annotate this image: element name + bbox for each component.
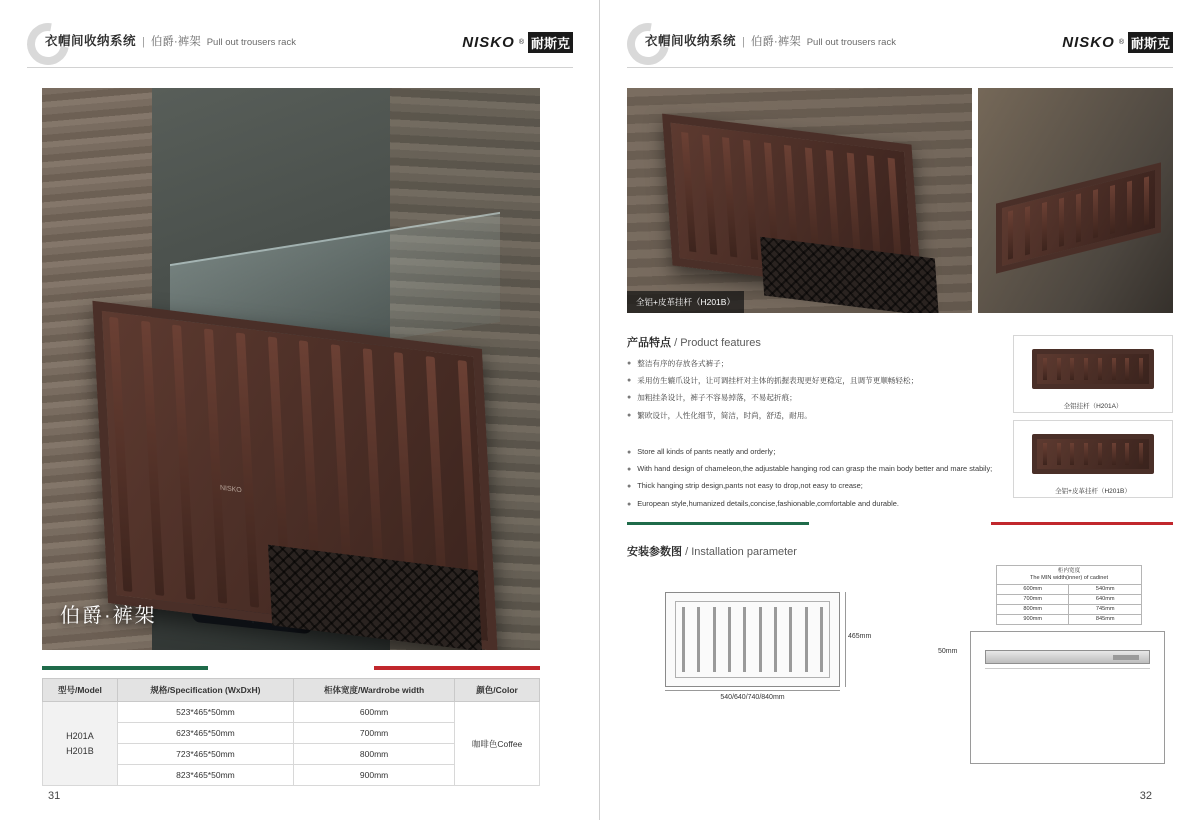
cell-width: 900mm — [294, 765, 455, 786]
header-divider: | — [742, 36, 745, 48]
table-row — [997, 584, 1142, 594]
min-width-table — [996, 565, 1142, 625]
feature-text: With hand design of chameleon,the adjustable hanging rod can grasp the main body better and mare stabily; — [637, 464, 993, 474]
cell-min-width: 540mm — [1069, 584, 1142, 594]
features-title-en: Product features — [680, 337, 761, 349]
dimension-depth-label: 50mm — [938, 648, 958, 655]
page-header-left — [27, 20, 573, 64]
table-row — [997, 604, 1142, 614]
list-item — [627, 499, 1022, 510]
model-code: H201A — [66, 731, 94, 742]
cell-spec: 723*465*50mm — [117, 744, 293, 765]
brand-name: NISKO — [462, 34, 515, 51]
list-item — [627, 410, 987, 421]
header-rule — [627, 67, 1173, 68]
cell-width: 700mm — [294, 723, 455, 744]
brand-reg-mark: ® — [518, 39, 524, 46]
product-photo-side — [978, 88, 1173, 313]
dimension-width-label: 540/640/740/840mm — [720, 694, 785, 701]
variant-thumbnail-a — [1013, 335, 1173, 413]
cell-cabinet-width: 700mm — [997, 594, 1069, 604]
feature-text: Thick hanging strip design,pants not easy to drop,not easy to crease; — [637, 481, 863, 491]
thumbnail-image — [1020, 426, 1166, 482]
features-title — [627, 334, 761, 350]
cell-model — [43, 702, 118, 786]
product-title-en: Pull out trousers rack — [806, 37, 896, 48]
rack-frame — [1032, 434, 1154, 474]
rack-brandmark: NISKO — [219, 484, 242, 495]
table-header-row — [43, 679, 540, 702]
spec-table-wrap — [42, 666, 540, 786]
thumbnail-caption: 全铝+皮革挂杆（H201B） — [1055, 488, 1131, 495]
hero-product-photo — [42, 88, 540, 650]
list-item — [627, 392, 987, 403]
bullet-icon: ● — [627, 466, 632, 474]
list-item — [627, 358, 987, 369]
cell-cabinet-width: 800mm — [997, 604, 1069, 614]
hero-caption: 伯爵·裤架 — [60, 605, 157, 627]
page-number-right: 32 — [1139, 790, 1152, 802]
header-rule — [27, 67, 573, 68]
th-width: 柜体宽度/Wardrobe width — [294, 679, 455, 702]
product-title-cn: 伯爵·裤架 — [150, 36, 201, 48]
rack-bars — [1043, 358, 1143, 380]
install-diagram-top-view — [665, 592, 840, 687]
cell-color: 咖啡色Coffee — [455, 702, 540, 786]
cell-spec: 823*465*50mm — [117, 765, 293, 786]
cell-min-width: 640mm — [1069, 594, 1142, 604]
list-item — [627, 464, 1022, 475]
product-title-cn: 伯爵·裤架 — [750, 36, 801, 48]
dimension-height-label: 465mm — [848, 633, 872, 640]
header-titles — [645, 31, 896, 49]
thumbnail-caption: 全铝挂杆（H201A） — [1063, 403, 1123, 410]
install-diagram-front-view — [970, 631, 1165, 764]
variant-thumbnail-b — [1013, 420, 1173, 498]
cell-min-width: 845mm — [1069, 614, 1142, 624]
table-row — [997, 594, 1142, 604]
bullet-icon: ● — [627, 377, 632, 385]
brand-reg-mark: ® — [1118, 39, 1124, 46]
brand-logo — [1062, 32, 1173, 53]
table-row — [43, 702, 540, 723]
th-color: 颜色/Color — [455, 679, 540, 702]
install-title — [627, 543, 797, 559]
table-header-row — [997, 566, 1142, 585]
th-spec: 规格/Specification (WxDxH) — [117, 679, 293, 702]
feature-text: 繁欧设计，人性化细节，简洁，时尚，舒适，耐用。 — [637, 410, 812, 420]
rack-bars — [1043, 443, 1143, 465]
feature-text: European style,humanized details,concise,fashionable,comfortable and durable. — [637, 498, 899, 508]
diagram-bars — [682, 607, 823, 672]
series-title: 衣帽间收纳系统 — [645, 34, 737, 48]
product-photo-main — [627, 88, 972, 313]
tricolor-rule — [627, 522, 1173, 525]
brand-logo — [462, 32, 573, 53]
model-code: H201B — [66, 745, 94, 756]
cell-cabinet-width: 600mm — [997, 584, 1069, 594]
bullet-icon: ● — [627, 394, 632, 402]
features-list-cn — [627, 358, 987, 427]
list-item — [627, 447, 1022, 458]
min-width-title-en: The MIN width(inner) of cadinet — [1029, 574, 1109, 581]
brand-name-cn: 耐斯克 — [1128, 32, 1173, 53]
list-item — [627, 481, 1022, 492]
brand-name-cn: 耐斯克 — [528, 32, 573, 53]
thumbnail-image — [1020, 341, 1166, 397]
feature-text: 整洁有序的存放各式裤子； — [637, 359, 729, 368]
diagram-cabinet-area — [985, 668, 1150, 753]
min-width-title-cn: 柜内宽度 — [1057, 567, 1081, 574]
features-list-en — [627, 447, 1022, 516]
cell-width: 800mm — [294, 744, 455, 765]
rack-frame — [1032, 349, 1154, 389]
page-number-left: 31 — [48, 790, 61, 802]
min-width-title — [997, 566, 1142, 585]
features-title-sep: / — [674, 337, 678, 349]
tricolor-rule — [42, 666, 540, 670]
features-title-cn: 产品特点 — [627, 337, 671, 349]
cell-width: 600mm — [294, 702, 455, 723]
install-title-cn: 安装参数图 — [627, 546, 682, 558]
dimension-line-horizontal — [665, 690, 840, 691]
header-divider: | — [142, 36, 145, 48]
brand-name: NISKO — [1062, 34, 1115, 51]
bullet-icon: ● — [627, 411, 632, 419]
header-titles — [45, 31, 296, 49]
install-title-en: Installation parameter — [691, 546, 797, 558]
specification-table — [42, 678, 540, 786]
diagram-rail — [985, 650, 1150, 664]
page-header-right — [627, 20, 1173, 64]
feature-text: Store all kinds of pants neatly and orderly； — [637, 447, 781, 456]
bullet-icon: ● — [627, 360, 632, 367]
cell-cabinet-width: 900mm — [997, 614, 1069, 624]
dimension-line-vertical — [845, 592, 846, 687]
bullet-icon: ● — [627, 483, 632, 491]
feature-text: 采用仿生辘爪设计，让可调挂杆对主体的抓握表现更好更稳定，且调节更顺畅轻松； — [637, 376, 919, 386]
th-model: 型号/Model — [43, 679, 118, 702]
product-title-en: Pull out trousers rack — [206, 37, 296, 48]
table-row — [997, 614, 1142, 624]
feature-text: 加粗挂条设计，裤子不容易掉落，不易起折痕； — [637, 393, 797, 403]
series-title: 衣帽间收纳系统 — [45, 34, 137, 48]
install-title-sep: / — [685, 546, 689, 558]
cell-spec: 623*465*50mm — [117, 723, 293, 744]
cell-spec: 523*465*50mm — [117, 702, 293, 723]
photo-label: 全铝+皮革挂杆（H201B） — [627, 291, 744, 313]
bullet-icon: ● — [627, 449, 632, 456]
cell-min-width: 745mm — [1069, 604, 1142, 614]
bullet-icon: ● — [627, 500, 632, 508]
list-item — [627, 375, 987, 386]
